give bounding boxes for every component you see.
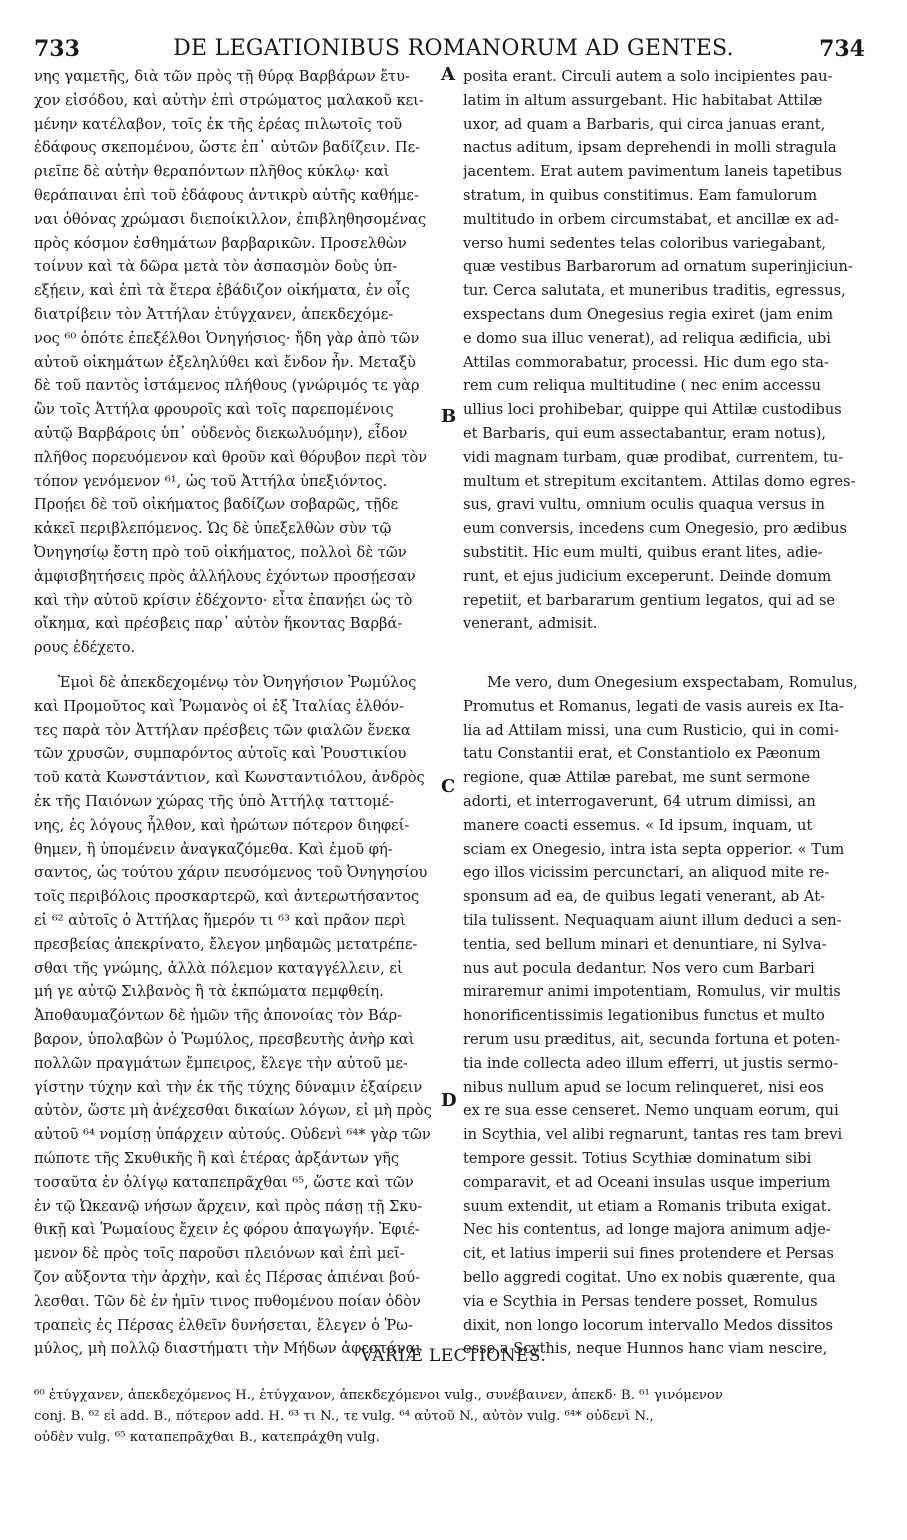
text-line: τοσαῦτα ἐν ὀλίγῳ καταπεπρᾶχθαι ⁶⁵, ὥστε καὶ τῶν [34, 1173, 414, 1191]
section-marker-d: D [441, 1090, 457, 1111]
text-line: tur. Cerca salutata, et muneribus traditis, egressus, [463, 282, 846, 300]
text-line: tila tulissent. Nequaquam aiunt illum deduci a sen- [463, 911, 842, 929]
text-line: τοῦ κατὰ Κωνστάντιον, καὶ Κωνσταντιόλου, ἀνδρὸς [34, 769, 425, 787]
text-line: vidi magnam turbam, quæ prodibat, currentem, tu- [463, 448, 844, 466]
text-line: ullius loci prohibebar, quippe qui Attilæ custodibus [463, 401, 842, 419]
text-line: αὐτῷ Βαρβάροις ὑπ᾽ οὐδενὸς διεκωλυόμην), εἶδον [34, 424, 408, 442]
text-line: via e Scythia in Persas tendere posset, Romulus [463, 1292, 818, 1310]
text-line: uxor, ad quam a Barbaris, qui circa januas erant, [463, 115, 826, 133]
text-line: βαρον, ὑπολαβὼν ὁ Ῥωμύλος, πρεσβευτὴς ἀνὴρ καὶ [34, 1030, 415, 1048]
text-line: in Scythia, vel alibi regnarunt, tantas res tam brevi [463, 1126, 843, 1144]
text-line: ἐν τῷ Ὠκεανῷ νήσων ἄρχειν, καὶ πρὸς πάσῃ τῇ Σκυ- [34, 1197, 423, 1215]
text-line: ὢν τοῖς Ἀττήλα φρουροῖς καὶ τοῖς παρεπομένοις [34, 401, 394, 419]
text-line: ego illos vicissim percunctari, an aliquod mite re- [463, 864, 830, 882]
text-line: miraremur animi impotentiam, Romulus, vir multis [463, 983, 841, 1001]
text-line: jacentem. Erat autem pavimentum laneis tapetibus [463, 163, 843, 181]
text-line: πλῆθος πορευόμενον καὶ θροῦν καὶ θόρυβον περὶ τὸν [34, 448, 428, 466]
text-line: τῶν χρυσῶν, συμπαρόντος αὐτοῖς καὶ Ῥουστικίου [34, 745, 407, 763]
text-line: runt, et ejus judicium exceperunt. Deinde domum [463, 567, 832, 585]
text-line: Promutus et Romanus, legati de vasis aureis ex Ita- [463, 697, 844, 715]
text-line: verso humi sedentes telas coloribus variegabant, [463, 234, 826, 252]
text-line: θεράπαιναι ἐπὶ τοῦ ἐδάφους ἀντικρὺ αὐτῆς καθήμε- [34, 186, 419, 204]
text-line: comparavit, et ad Oceani insulas usque imperium [463, 1173, 831, 1191]
variae-lectiones-title: VARIÆ LECTIONES. [360, 1346, 547, 1366]
variant-reading-line: conj. B. ⁶² εἰ add. B., πότερον add. H. ⁶³ τι N., τε vulg. ⁶⁴ αὐτοῦ N., αὐτὸν vulg. ⁶⁴* οὐδενὶ N., [34, 1409, 654, 1424]
text-line: Ὀνηγησίῳ ἔστη πρὸ τοῦ οἰκήματος, πολλοὶ δὲ τῶν [34, 543, 407, 561]
text-line: μενον δὲ πρὸς τοῖς παροῦσι πλειόνων καὶ ἐπὶ μεῖ- [34, 1245, 405, 1263]
text-line: nibus nullum apud se locum relinqueret, nisi eos [463, 1078, 824, 1096]
text-line: Ἀποθαυμαζόντων δὲ ἡμῶν τῆς ἀπονοίας τὸν Βάρ- [34, 1007, 403, 1025]
text-line: μή γε αὐτῷ Σιλβανὸς ἢ τὰ ἐκπώματα πεμφθείη. [34, 983, 384, 1001]
text-line: τόπον γενόμενον ⁶¹, ὡς τοῦ Ἀττήλα ὑπεξιόντος. [34, 472, 388, 490]
text-line: Nec his contentus, ad longe majora animum adje- [463, 1221, 831, 1239]
text-line: πολλῶν πραγμάτων ἔμπειρος, ἔλεγε τὴν αὐτοῦ με- [34, 1054, 408, 1072]
text-line: Attilas commorabatur, processi. Hic dum ego sta- [463, 353, 829, 371]
text-line: e domo sua illuc venerat), ad reliqua ædificia, ubi [463, 329, 831, 347]
latin-column [463, 671, 873, 1361]
page-number-right: 734 [819, 36, 865, 62]
text-line: quæ vestibus Barbarorum ad ornatum superinjiciun- [463, 258, 853, 276]
text-line: τραπεὶς ἐς Πέρσας ἐλθεῖν δυνήσεται, ἔλεγεν ὁ Ῥω- [34, 1316, 413, 1334]
text-line: νος ⁶⁰ ὁπότε ἐπεξέλθοι Ὀνηγήσιος· ἤδη γὰρ ἀπὸ τῶν [34, 329, 420, 347]
text-line: multum et strepitum excitantem. Attilas domo egres- [463, 472, 856, 490]
text-line: cit, et latius imperii sui fines protendere et Persas [463, 1245, 834, 1263]
text-line: αὐτοῦ οἰκημάτων ἐξεληλύθει καὶ ἔνδον ἦν. Μεταξὺ [34, 353, 416, 371]
text-line: honorificentissimis legationibus functus et multo [463, 1007, 825, 1025]
text-line: οἴκημα, καὶ πρέσβεις παρ᾽ αὐτὸν ἥκοντας Βαρβά- [34, 615, 403, 633]
section-marker-a: A [441, 64, 455, 85]
text-line: substitit. Hic eum multi, quibus erant lites, adie- [463, 543, 823, 561]
text-line: αὐτὸν, ὥστε μὴ ἀνέχεσθαι δικαίων λόγων, εἰ μὴ πρὸς [34, 1102, 432, 1120]
text-line: νης γαμετῆς, διὰ τῶν πρὸς τῇ θύρᾳ Βαρβάρων ἔτυ- [34, 68, 410, 85]
text-line: εἰ ⁶² αὐτοῖς ὁ Ἀττήλας ἥμερόν τι ⁶³ καὶ πρᾶον περὶ [34, 911, 406, 929]
text-line: nactus aditum, ipsam deprehendi in molli stragula [463, 139, 837, 157]
text-line: regione, quæ Attilæ parebat, me sunt sermone [463, 769, 811, 787]
text-line: χον εἰσόδου, καὶ αὐτὴν ἐπὶ στρώματος μαλακοῦ κει- [34, 91, 424, 109]
text-line: σθαι τῆς γνώμης, ἀλλὰ πόλεμον καταγγέλλειν, εἰ [34, 959, 403, 977]
text-line: esse a Scythis, neque Hunnos hanc viam nescire, [463, 1340, 828, 1358]
section-marker-b: B [441, 406, 457, 427]
text-line: et Barbaris, qui eum assectabantur, eram notus), [463, 424, 827, 442]
section-marker-c: C [441, 776, 456, 797]
text-line: τοῖς περιβόλοις προσκαρτερῶ, καὶ ἀντερωτήσαντος [34, 888, 420, 906]
text-line: πρὸς κόσμον ἐσθημάτων βαρβαρικῶν. Προσελθὼν [34, 234, 407, 252]
running-head: DE LEGATIONIBUS ROMANORUM AD GENTES. [173, 36, 734, 61]
text-line: dixit, non longo locorum intervallo Medos dissitos [463, 1316, 834, 1334]
text-line: adorti, et interrogaverunt, 64 utrum dimissi, an [463, 792, 816, 810]
latin-column [463, 65, 873, 636]
text-line: sponsum ad ea, de quibus legati venerant, ab At- [463, 888, 825, 906]
text-line: τες παρὰ τὸν Ἀττήλαν πρέσβεις τῶν φιαλῶν ἕνεκα [34, 721, 411, 739]
page-number-left: 733 [34, 36, 80, 62]
greek-column [34, 671, 434, 1361]
text-line: ἀμφισβητήσεις πρὸς ἀλλήλους ἐχόντων προσῄεσαν [34, 567, 416, 585]
text-line: γίστην τύχην καὶ τὴν ἐκ τῆς τύχης δύναμιν ἐξαίρειν [34, 1078, 423, 1096]
text-line: μύλος, μὴ πολλῷ διαστήματι τὴν Μήδων ἀφεστάναι [34, 1340, 422, 1358]
text-line: αὐτοῦ ⁶⁴ νομίσῃ ὑπάρχειν αὐτούς. Οὐδενὶ ⁶⁴* γὰρ τῶν [34, 1126, 431, 1144]
text-line: ἐδάφους σκεπομένου, ὥστε ἐπ᾽ αὐτῶν βαδίζειν. Πε- [34, 139, 421, 157]
text-line: ναι ὀθόνας χρώμασι διεποίκιλλον, ἐπιβληθησομένας [34, 210, 427, 228]
text-line: τοίνυν καὶ τὰ δῶρα μετὰ τὸν ἀσπασμὸν δοὺς ὑπ- [34, 258, 398, 276]
variant-reading-line: οὐδὲν vulg. ⁶⁵ καταπεπρᾶχθαι B., κατεπράχθη vulg. [34, 1430, 380, 1445]
text-line: νης, ἐς λόγους ἦλθον, καὶ ἠρώτων πότερον διηφεί- [34, 816, 410, 834]
text-line: tatu Constantii erat, et Constantiolo ex Pæonum [463, 745, 821, 763]
text-line: tentia, sed bellum minari et denuntiare, ni Sylva- [463, 935, 827, 953]
text-line: σαντος, ὡς τούτου χάριν πευσόμενος τοῦ Ὀνηγησίου [34, 864, 428, 882]
text-line: suum extendit, ut etiam a Romanis tributa exigat. [463, 1197, 832, 1215]
text-line: διατρίβειν τὸν Ἀττήλαν ἐτύγχανεν, ἀπεκδεχόμε- [34, 305, 394, 323]
text-line: repetiit, et barbararum gentium legatos, qui ad se [463, 591, 836, 609]
text-line: πρεσβείας ἀπεκρίνατο, ἔλεγον μηδαμῶς μετατρέπε- [34, 935, 418, 953]
text-line: Me vero, dum Onegesium exspectabam, Romulus, [487, 674, 858, 691]
text-line: πώποτε τῆς Σκυθικῆς ἢ καὶ ἑτέρας ἀρξάντων γῆς [34, 1149, 400, 1167]
text-line: multitudo in orbem circumstabat, et ancillæ ex ad- [463, 210, 840, 228]
text-line: tempore gessit. Totius Scythiæ dominatum sibi [463, 1149, 812, 1167]
text-line: ex re sua esse censeret. Nemo unquam eorum, qui [463, 1102, 839, 1120]
text-line: ρους ἐδέχετο. [34, 639, 136, 657]
text-line: tia inde collecta adeo illum efferri, ut justis sermo- [463, 1054, 839, 1072]
text-line: bello aggredi cogitat. Uno ex nobis quærente, qua [463, 1268, 836, 1286]
text-line: ἐκ τῆς Παιόνων χώρας τῆς ὑπὸ Ἀττήλᾳ ταττομέ- [34, 792, 395, 810]
text-line: θημεν, ἢ ὑπομένειν ἀναγκαζόμεθα. Καὶ ἐμοῦ φή- [34, 840, 393, 858]
text-line: ριεῖπε δὲ αὐτὴν θεραπόντων πλῆθος κύκλῳ· καὶ [34, 163, 390, 181]
text-line: ζον αὔξοντα τὴν ἀρχὴν, καὶ ἐς Πέρσας ἀπιέναι βού- [34, 1268, 421, 1286]
text-line: lia ad Attilam missi, una cum Rusticio, qui in comi- [463, 721, 839, 739]
text-line: sus, gravi vultu, omnium oculis quaqua versus in [463, 496, 825, 514]
greek-column [34, 65, 434, 660]
text-line: δὲ τοῦ παντὸς ἱστάμενος πλήθους (γνώριμός τε γὰρ [34, 377, 420, 395]
text-line: posita erant. Circuli autem a solo incipientes pau- [463, 68, 833, 85]
text-line: rerum usu præditus, ait, secunda fortuna et poten- [463, 1030, 841, 1048]
text-line: sciam ex Onegesio, intra ista septa opperior. « Tum [463, 840, 845, 858]
text-line: κἀκεῖ περιβλεπόμενος. Ὡς δὲ ὑπεξελθὼν σὺν τῷ [34, 520, 392, 538]
text-line: εξῄειν, καὶ ἐπὶ τὰ ἕτερα ἐβάδιζον οἰκήματα, ἐν οἷς [34, 282, 410, 300]
text-line: stratum, in quibus constitimus. Eam famulorum [463, 186, 818, 204]
text-line: nus aut pocula dedantur. Nos vero cum Barbari [463, 959, 815, 977]
variant-reading-line: ⁶⁰ ἐτύγχανεν, ἀπεκδεχόμενος H., ἐτύγχανον, ἀπεκδεχόμενοι vulg., συνέβαινεν, ἀπεκδ· B. ⁶¹ γινόμενον [34, 1388, 723, 1403]
text-line: μένην κατέλαβον, τοῖς ἐκ τῆς ἐρέας πιλωτοῖς τοῦ [34, 115, 403, 133]
text-line: λεσθαι. Τῶν δὲ ἐν ἡμῖν τινος πυθομένου ποίαν ὁδὸν [34, 1292, 421, 1310]
text-line: καὶ τὴν αὐτοῦ κρίσιν ἐδέχοντο· εἶτα ἐπανῄει ὡς τὸ [34, 591, 413, 609]
text-line: latim in altum assurgebant. Hic habitabat Attilæ [463, 91, 823, 109]
text-line: καὶ Προμοῦτος καὶ Ῥωμανὸς οἱ ἐξ Ἰταλίας ἐλθόν- [34, 697, 405, 715]
text-line: θικῇ καὶ Ῥωμαίους ἔχειν ἐς φόρου ἀπαγωγήν. Ἐφιέ- [34, 1221, 420, 1239]
text-line: eum conversis, incedens cum Onegesio, pro ædibus [463, 520, 847, 538]
text-line: Προῄει δὲ τοῦ οἰκήματος βαδίζων σοβαρῶς, τῇδε [34, 496, 399, 514]
text-line: manere coacti essemus. « Id ipsum, inquam, ut [463, 816, 813, 834]
text-line: rem cum reliqua multitudine ( nec enim accessu [463, 377, 821, 395]
text-line: exspectans dum Onegesius regia exiret (jam enim [463, 305, 834, 323]
text-line: venerant, admisit. [463, 615, 598, 633]
text-line: Ἐμοὶ δὲ ἀπεκδεχομένῳ τὸν Ὀνηγήσιον Ῥωμύλος [58, 674, 417, 691]
